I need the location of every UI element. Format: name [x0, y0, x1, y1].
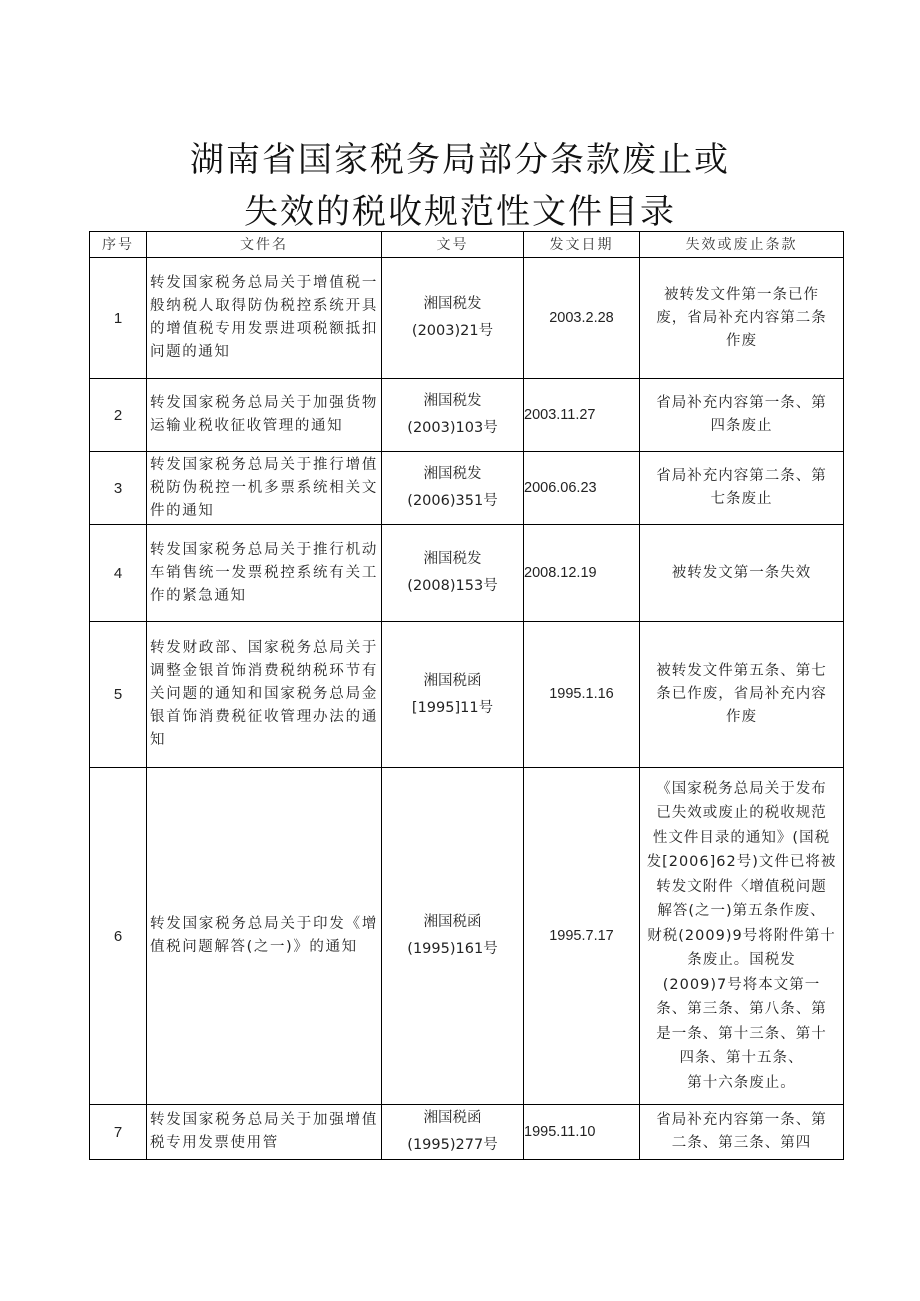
row-doc-number [382, 1105, 524, 1160]
clause-line: 七条废止 [710, 491, 773, 507]
clause-line: 省局补充内容第一条、第 [656, 395, 827, 411]
table-row [90, 525, 844, 622]
doc-number-prefix: 湘国税函 [423, 1110, 482, 1126]
doc-number-id: (2003)103号 [407, 420, 498, 436]
row-file-name: 转发国家税务总局关于加强货物运输业税收征收管理的通知 [147, 379, 382, 452]
clause-line: 四条废止 [710, 418, 773, 434]
doc-number-prefix: 湘国税函 [423, 914, 482, 930]
row-issue-date: 1995.7.17 [524, 768, 640, 1105]
clause-line: 财税(2009)9号将附件第十 [647, 927, 836, 944]
row-issue-date: 1995.1.16 [524, 622, 640, 768]
doc-number-prefix: 湘国税发 [423, 393, 482, 409]
doc-number-id: (2008)153号 [407, 578, 498, 594]
row-file-name: 转发国家税务总局关于印发《增值税问题解答(之一)》的通知 [147, 768, 382, 1105]
clause-line: 性文件目录的通知》(国税 [652, 829, 831, 846]
doc-number-prefix: 湘国税函 [423, 672, 482, 689]
row-seq: 6 [90, 768, 147, 1105]
clause-line: 《国家税务总局关于发布 [656, 780, 827, 797]
row-doc-number [382, 379, 524, 452]
clause-line: 被转发文件第五条、第七 [656, 663, 827, 679]
table-row [90, 379, 844, 452]
clause-line: 条、第三条、第八条、第 [656, 1001, 827, 1018]
doc-number-id: [1995]11号 [411, 699, 494, 716]
row-issue-date: 2006.06.23 [524, 452, 640, 525]
doc-number-prefix: 湘国税发 [423, 551, 482, 567]
doc-number-id: (2006)351号 [407, 493, 498, 509]
row-seq: 7 [90, 1105, 147, 1160]
row-doc-number [382, 452, 524, 525]
table-row [90, 452, 844, 525]
row-clause [640, 768, 844, 1105]
page-title-line-2: 失效的税收规范性文件目录 [244, 192, 676, 232]
clause-line: 废，省局补充内容第二条 [656, 309, 827, 326]
row-seq: 2 [90, 379, 147, 452]
clause-line: 省局补充内容第二条、第 [656, 468, 827, 484]
row-file-name: 转发国家税务总局关于增值税一般纳税人取得防伪税控系统开具的增值税专用发票进项税额抵扣问题的通知 [147, 258, 382, 379]
row-clause [640, 1105, 844, 1160]
table-row [90, 258, 844, 379]
clause-line: 作废 [726, 332, 757, 349]
clause-line: 解答(之一)第五条作废、 [657, 903, 826, 920]
row-file-name: 转发财政部、国家税务总局关于调整金银首饰消费税纳税环节有关问题的通知和国家税务总局金银首饰消费税征收管理办法的通知 [147, 622, 382, 768]
row-file-name: 转发国家税务总局关于加强增值税专用发票使用管 [147, 1105, 382, 1160]
clause-line: 是一条、第十三条、第十 [656, 1025, 827, 1042]
row-doc-number [382, 258, 524, 379]
clause-line: 条已作废，省局补充内容 [656, 686, 827, 702]
row-seq: 4 [90, 525, 147, 622]
clause-line: (2009)7号将本文第一 [662, 976, 821, 993]
table-header-row [90, 232, 844, 258]
header-clause: 失效或废止条款 [640, 232, 844, 258]
clause-line: 作废 [726, 709, 757, 725]
row-seq: 5 [90, 622, 147, 768]
table-row [90, 768, 844, 1105]
doc-number-id: (1995)277号 [407, 1137, 498, 1153]
row-clause [640, 622, 844, 768]
doc-number-prefix: 湘国税发 [423, 466, 482, 482]
row-issue-date: 2003.11.27 [524, 379, 640, 452]
row-clause [640, 379, 844, 452]
clause-line: 被转发文第一条失效 [671, 564, 812, 581]
document-table [89, 231, 844, 1160]
row-seq: 3 [90, 452, 147, 525]
clause-line: 已失效或废止的税收规范 [656, 805, 827, 822]
header-docno: 文号 [382, 232, 524, 258]
clause-line: 条废止。国税发 [687, 952, 796, 969]
row-clause [640, 452, 844, 525]
doc-number-prefix: 湘国税发 [423, 296, 482, 312]
table-row [90, 622, 844, 768]
clause-line: 省局补充内容第一条、第 [656, 1112, 827, 1128]
doc-number-id: (2003)21号 [411, 323, 494, 339]
row-issue-date: 2003.2.28 [524, 258, 640, 379]
header-date: 发文日期 [524, 232, 640, 258]
table-row [90, 1105, 844, 1160]
row-clause [640, 525, 844, 622]
row-seq: 1 [90, 258, 147, 379]
header-name: 文件名 [147, 232, 382, 258]
row-file-name: 转发国家税务总局关于推行机动车销售统一发票税控系统有关工作的紧急通知 [147, 525, 382, 622]
clause-line: 第十六条废止。 [687, 1074, 796, 1091]
clause-line: 被转发文件第一条已作 [664, 286, 819, 303]
row-clause [640, 258, 844, 379]
clause-line: 二条、第三条、第四 [671, 1135, 812, 1151]
row-file-name: 转发国家税务总局关于推行增值税防伪税控一机多票系统相关文件的通知 [147, 452, 382, 525]
page-title-line-1: 湖南省国家税务局部分条款废止或 [190, 140, 730, 180]
row-doc-number [382, 768, 524, 1105]
row-issue-date: 1995.11.10 [524, 1105, 640, 1160]
row-doc-number [382, 525, 524, 622]
header-seq: 序号 [90, 232, 147, 258]
row-doc-number [382, 622, 524, 768]
row-issue-date: 2008.12.19 [524, 525, 640, 622]
clause-line: 四条、第十五条、 [679, 1050, 804, 1067]
clause-line: 发[2006]62号)文件已将被 [646, 854, 837, 871]
clause-line: 转发文附件〈增值税问题 [656, 878, 827, 895]
doc-number-id: (1995)161号 [407, 941, 498, 957]
